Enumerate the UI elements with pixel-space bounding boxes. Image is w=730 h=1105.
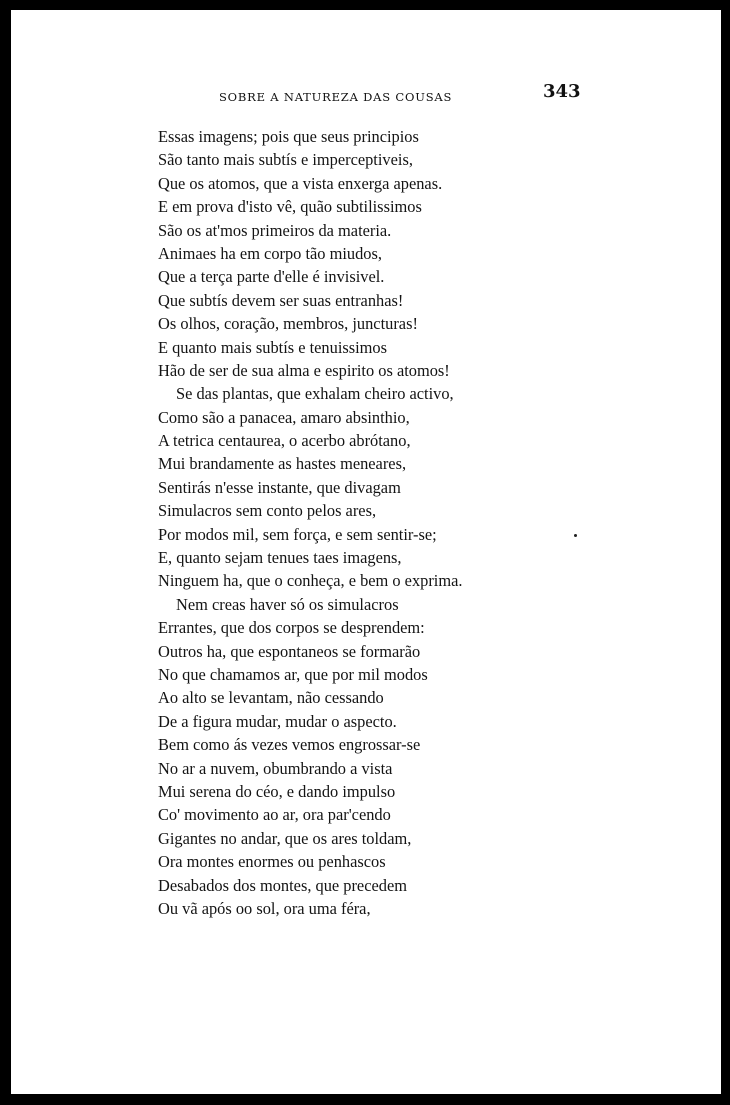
poem-line: Por modos mil, sem força, e sem sentir-se; [158,524,437,544]
poem-line: Gigantes no andar, que os ares toldam, [158,828,412,848]
poem-line: No ar a nuvem, obumbrando a vista [158,758,393,778]
poem-line: Ninguem ha, que o conheça, e bem o exprima. [158,571,463,591]
poem-line: Desabados dos montes, que precedem [158,875,407,895]
poem-line: Sentirás n'esse instante, que divagam [158,477,401,497]
poem-line: Se das plantas, que exhalam cheiro activo, [176,384,454,404]
poem-line: Ao alto se levantam, não cessando [158,688,384,708]
poem-line: Que subtís devem ser suas entranhas! [158,290,404,310]
poem-line: São os at'mos primeiros da materia. [158,220,392,240]
poem-line: E quanto mais subtís e tenuissimos [158,337,388,357]
page-number: 343 [543,81,581,102]
poem-line: Como são a panacea, amaro absinthio, [158,407,410,427]
poem-line: Co' movimento ao ar, ora par'cendo [158,805,391,825]
poem-line: Que os atomos, que a vista enxerga apenas. [158,173,443,193]
poem-line: Ora montes enormes ou penhascos [158,852,386,872]
poem-line: Ou vã após oo sol, ora uma féra, [158,898,371,918]
running-title: SOBRE A NATUREZA DAS COUSAS [219,90,453,104]
poem-line: São tanto mais subtís e imperceptiveis, [158,150,413,170]
poem-line: Simulacros sem conto pelos ares, [158,501,377,521]
poem-line: Os olhos, coração, membros, juncturas! [158,314,418,334]
ink-speck [574,534,577,537]
poem-line: Mui brandamente as hastes meneares, [158,454,407,474]
poem-line: Animaes ha em corpo tão miudos, [158,243,382,263]
poem-line: Hão de ser de sua alma e espirito os atomos! [158,360,450,380]
poem-line: Mui serena do céo, e dando impulso [158,781,396,801]
book-page [11,10,721,1094]
poem-body [158,125,598,920]
poem-line: A tetrica centaurea, o acerbo abrótano, [158,431,411,451]
poem-line: De a figura mudar, mudar o aspecto. [158,711,397,731]
poem-line: Bem como ás vezes vemos engrossar-se [158,735,421,755]
poem-line: Nem creas haver só os simulacros [176,594,399,614]
poem-line: Essas imagens; pois que seus principios [158,127,419,146]
poem-line: Que a terça parte d'elle é invisivel. [158,267,385,287]
poem-line: E em prova d'isto vê, quão subtilissimos [158,197,422,217]
poem-line: Outros ha, que espontaneos se formarão [158,641,421,661]
poem-line: No que chamamos ar, que por mil modos [158,664,428,684]
poem-line: Errantes, que dos corpos se desprendem: [158,618,425,638]
poem-line: E, quanto sejam tenues taes imagens, [158,548,402,568]
